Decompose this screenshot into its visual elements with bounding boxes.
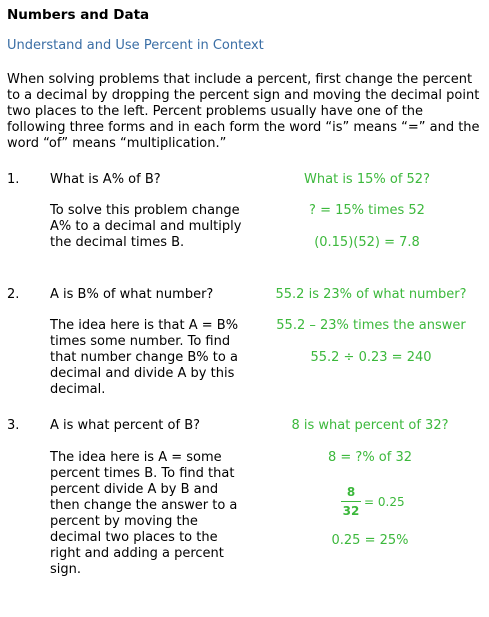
problem-2-explanation: The idea here is that A = B% times some number. To find that number change B% to a decimal and divide A by this decimal. bbox=[50, 318, 239, 397]
problem-3-number: 3. bbox=[7, 418, 20, 433]
problem-3-example-line-2: 8 = ?% of 32 bbox=[327, 450, 413, 465]
problem-3-fraction bbox=[338, 485, 405, 521]
fraction-result: = 0.25 bbox=[364, 495, 405, 509]
fraction-bar bbox=[341, 501, 361, 502]
problem-1-explanation: To solve this problem change A% to a decimal and multiply the decimal times B. bbox=[50, 203, 242, 250]
problem-3-example-line-1: 8 is what percent of 32? bbox=[291, 418, 449, 433]
problem-2-question: A is B% of what number? bbox=[50, 287, 214, 302]
problem-1-example-line-3: (0.15)(52) = 7.8 bbox=[314, 235, 420, 250]
problem-3-question: A is what percent of B? bbox=[50, 418, 201, 433]
fraction-denominator: 32 bbox=[342, 504, 360, 518]
problem-1-question: What is A% of B? bbox=[50, 172, 161, 187]
problem-3-example-line-3: 0.25 = 25% bbox=[331, 533, 409, 548]
section-subtitle: Understand and Use Percent in Context bbox=[7, 38, 264, 53]
problem-1-number: 1. bbox=[7, 172, 20, 187]
page-title: Numbers and Data bbox=[7, 7, 150, 23]
intro-paragraph: When solving problems that include a percent, first change the percent to a decimal by dropping the percent sign and moving the decimal point two places to the left. Percent problems usually have one of the following three forms and in each form the word “is” means “=” and the word “of” means “multiplication.” bbox=[7, 72, 480, 151]
problem-2-number: 2. bbox=[7, 287, 20, 302]
problem-2-example-line-3: 55.2 ÷ 0.23 = 240 bbox=[310, 350, 432, 365]
problem-2-example-line-1: 55.2 is 23% of what number? bbox=[275, 287, 467, 302]
problem-3-explanation: The idea here is A = some percent times B. To find that percent divide A by B and then change the answer to a percent by moving the decimal two places to the right and adding a percent sign. bbox=[50, 450, 238, 577]
problem-1-example-line-2: ? = 15% times 52 bbox=[309, 203, 425, 218]
problem-2-example-line-2: 55.2 – 23% times the answer bbox=[276, 318, 466, 333]
problem-1-example-line-1: What is 15% of 52? bbox=[304, 172, 430, 187]
fraction-numerator: 8 bbox=[346, 485, 356, 499]
